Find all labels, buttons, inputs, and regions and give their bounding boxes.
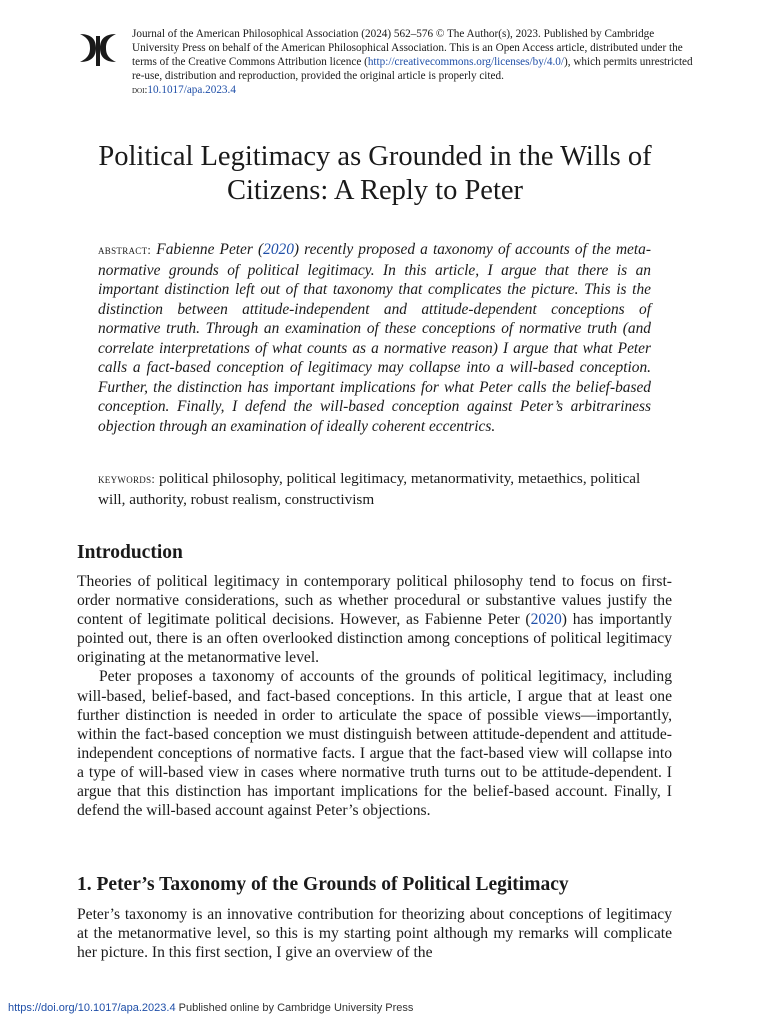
article-title: Political Legitimacy as Grounded in the Wills of Citizens: A Reply to Peter (98, 141, 652, 206)
intro-paragraph-1 (77, 572, 672, 667)
keywords-label: keywords: (98, 472, 156, 486)
intro-paragraph-2: Peter proposes a taxonomy of accounts of the grounds of political legitimacy, including will-based, belief-based, and fact-based conceptions. In this article, I argue that at least one further distinction is needed in order to articulate the space of possible views—importantly, within the fact-based conception we must distinguish between attitude-dependent and attitude-independent conceptions of normative facts. I argue that the fact-based view will collapse into a type of will-based view in cases where normative truth turns out to be attitude-dependent. I argue that this distinction has important implications for the belief-based account. Finally, I defend the will-based account against Peter’s objections. (77, 668, 672, 820)
section-1-body (77, 905, 672, 962)
abstract-label: abstract: (98, 243, 152, 257)
journal-info (132, 28, 698, 98)
footer-published: Published online by Cambridge University Press (175, 1002, 414, 1014)
keywords (98, 469, 658, 509)
cambridge-logo-icon (78, 30, 118, 66)
doi-link[interactable]: 10.1017/apa.2023.4 (147, 83, 236, 96)
doi-label: doi: (132, 84, 148, 96)
intro-p1-text: Theories of political legitimacy in contemporary political philosophy tend to focus on first-order normative considerations, such as whether procedural or substantive values justify the content of legitimate political decisions. However, as Fabienne Peter ( (77, 573, 672, 629)
section-1-heading: 1. Peter’s Taxonomy of the Grounds of Political Legitimacy (77, 874, 569, 895)
page-footer (8, 1002, 413, 1014)
introduction-body (77, 572, 672, 820)
abstract-text: ) recently proposed a taxonomy of accounts of the meta-normative grounds of political legitimacy. In this article, I argue that there is an important distinction left out of that taxonomy that complicates the picture. This is the distinction between attitude-independent and attitude-dependent conceptions of normative truth. Through an examination of these conceptions of normative truth (and correlate interpretations of what counts as a normative reason) I argue that what Peter calls a fact-based conception of legitimacy may collapse into a will-based conception. Further, the distinction has important implications for what Peter calls the belief-based conception. Finally, I defend the will-based conception against Peter’s arbitrariness objection through an examination of ideally coherent eccentrics. (98, 241, 651, 435)
footer-doi-link[interactable]: https://doi.org/10.1017/apa.2023.4 (8, 1002, 176, 1014)
introduction-heading: Introduction (77, 542, 183, 563)
intro-citation-link[interactable]: 2020 (530, 611, 562, 629)
license-text: ), which permits unrestricted re-use, distribution and reproduction, provided the original article is properly cited. (132, 55, 693, 82)
keywords-text: political philosophy, political legitimacy, metanormativity, metaethics, political will, authority, robust realism, constructivism (98, 470, 641, 508)
intro-p1-text-cont: ) has importantly pointed out, there is an often overlooked distinction among conceptions of political legitimacy originating at the metanormative level. (77, 611, 672, 667)
abstract (98, 240, 651, 436)
journal-citation: Journal of the American Philosophical Association (2024) 562–576 © The Author(s), 2023. Published by Cambridge University Press on behalf of the American Philosophical Association. This is an Open Access article, distributed under the terms of the Creative Commons Attribution licence ( (132, 28, 683, 68)
license-link[interactable]: http://creativecommons.org/licenses/by/4.0/ (367, 55, 564, 68)
abstract-lead: Fabienne Peter ( (151, 241, 264, 258)
abstract-citation-link[interactable]: 2020 (263, 241, 294, 258)
section-1-paragraph-1: Peter’s taxonomy is an innovative contribution for theorizing about conceptions of legitimacy at the metanormative level, so this is my starting point although my remarks will complicate her picture. In this first section, I give an overview of the (77, 906, 672, 962)
